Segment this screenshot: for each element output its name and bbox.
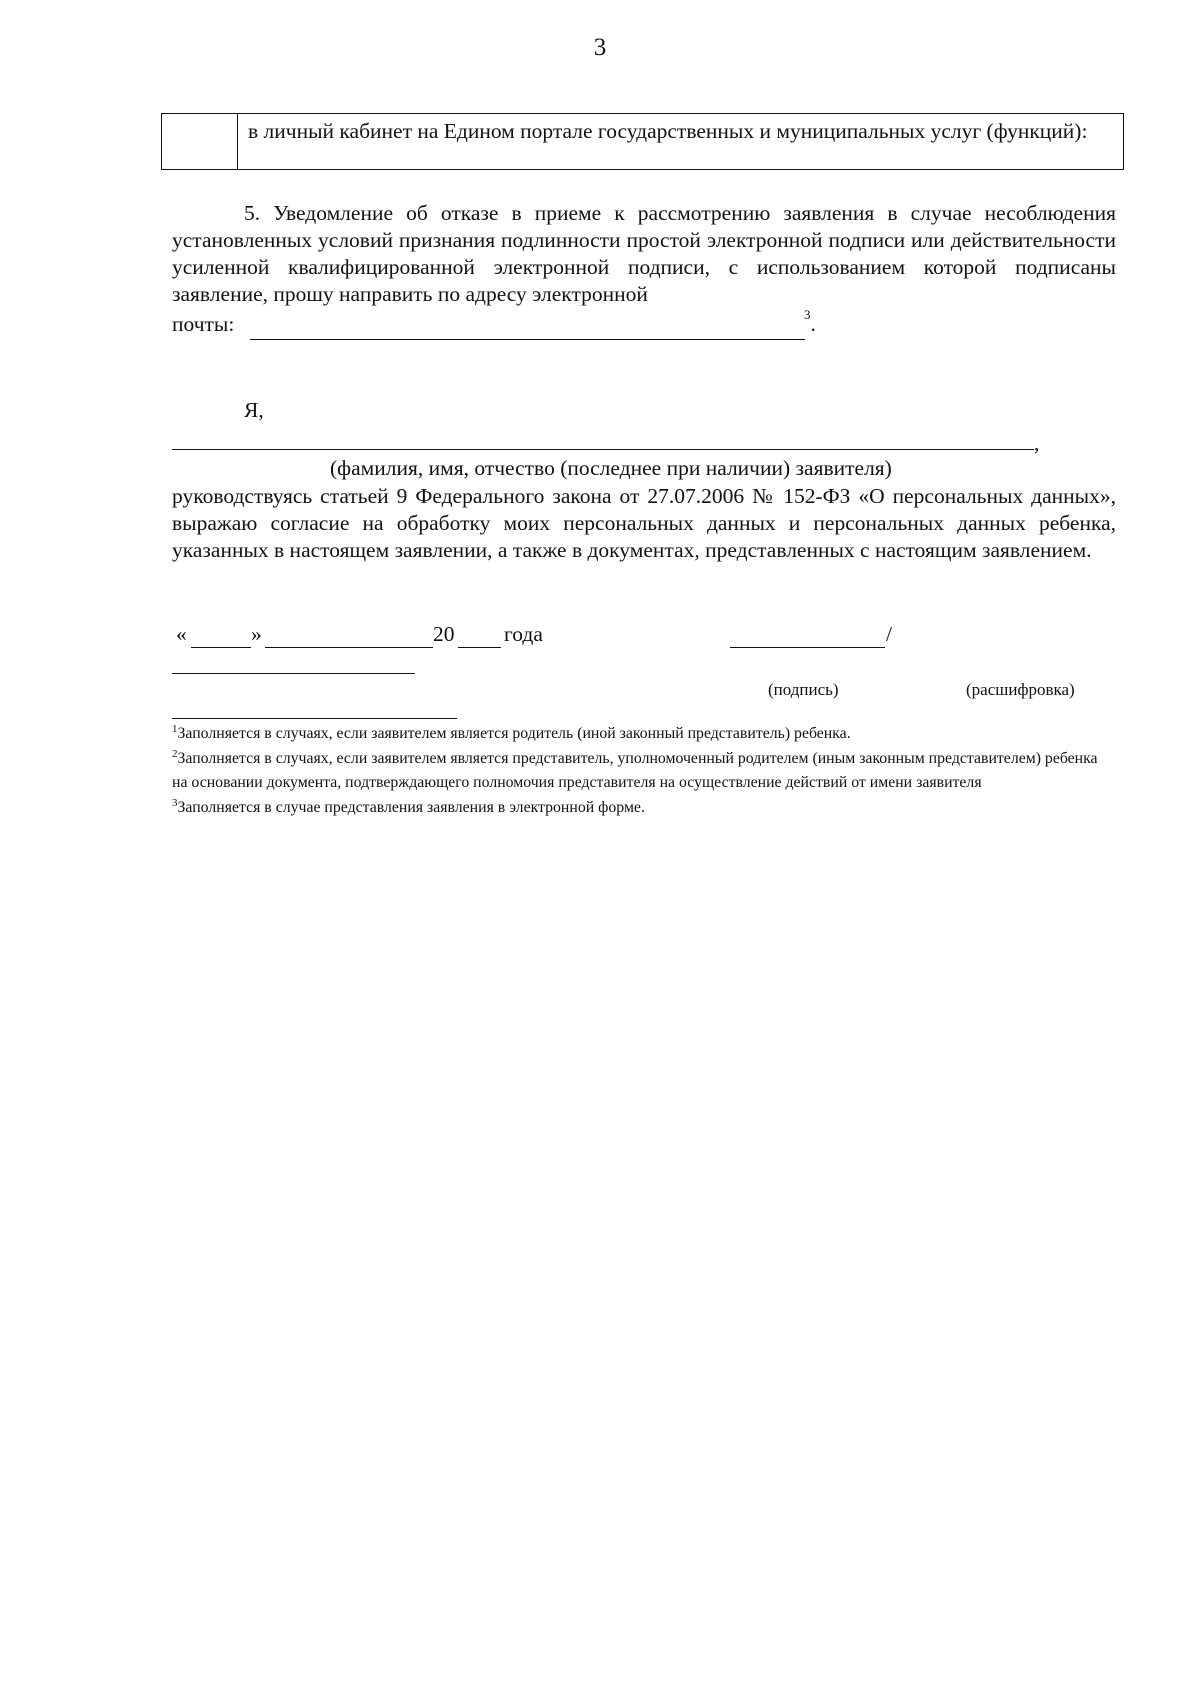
- footnote-2: [172, 747, 1112, 796]
- applicant-name-line[interactable]: [172, 449, 1034, 450]
- footnote-separator: [172, 718, 457, 719]
- footnote-3-mark: 3: [172, 796, 178, 809]
- footnote-2-mark: 2: [172, 747, 178, 760]
- email-label: почты:: [172, 312, 235, 336]
- footnote-3-text: Заполняется в случае представления заявления в электронной форме.: [177, 798, 645, 816]
- footnote-2-text: Заполняется в случаях, если заявителем является представитель, уполномоченный родителем (иным законным представителем) ребенка на основании документа, подтверждающего полномочия представителя на осуществление действий от имени заявителя: [172, 749, 1098, 791]
- consent-intro: Я,: [244, 398, 264, 422]
- item5-paragraph: 5. Уведомление об отказе в приеме к рассмотрению заявления в случае несоблюдения установленных условий признания подлинности простой электронной подписи или действительности усиленной квалифицированной электронной подписи, с использованием которой подписаны заявление, прошу направить по адресу электронной: [172, 201, 1116, 306]
- email-end-mark: .: [810, 312, 816, 336]
- date-year-line[interactable]: [458, 647, 501, 648]
- signature-caption: (подпись): [768, 680, 839, 699]
- signature-line[interactable]: [730, 647, 885, 648]
- footnote-3: [172, 796, 1112, 821]
- signature-slash: /: [886, 622, 892, 646]
- footnotes: [172, 722, 1112, 820]
- delivery-option-table: [161, 113, 1124, 170]
- applicant-name-comma: ,: [1034, 431, 1040, 455]
- date-day-line[interactable]: [191, 647, 251, 648]
- footnote-1-text: Заполняется в случаях, если заявителем является родитель (иной законный представитель) ребенка.: [177, 725, 851, 742]
- footnote-1: [172, 722, 1112, 747]
- decode-line[interactable]: [172, 673, 415, 674]
- date-quote-close: »: [251, 622, 262, 646]
- delivery-option-checkbox-cell[interactable]: [162, 114, 238, 169]
- footnote-1-mark: 1: [172, 723, 178, 735]
- page-number: 3: [593, 34, 607, 61]
- decode-caption: (расшифровка): [966, 680, 1075, 699]
- date-year-suffix: года: [504, 622, 543, 646]
- email-input-line[interactable]: [250, 339, 805, 340]
- date-year-prefix: 20: [433, 622, 455, 646]
- footnote-3-ref: 3: [804, 307, 811, 322]
- date-month-line[interactable]: [265, 647, 433, 648]
- email-footnote-ref: [804, 307, 816, 337]
- date-quote-open: «: [176, 622, 187, 646]
- applicant-name-caption: (фамилия, имя, отчество (последнее при наличии) заявителя): [330, 456, 892, 480]
- consent-paragraph: руководствуясь статьей 9 Федерального закона от 27.07.2006 № 152-ФЗ «О персональных данных», выражаю согласие на обработку моих персональных данных и персональных данных ребенка, указанных в настоящем заявлении, а также в документах, представленных с настоящим заявлением.: [172, 484, 1116, 562]
- delivery-option-text: в личный кабинет на Едином портале государственных и муниципальных услуг (функций):: [248, 119, 1088, 143]
